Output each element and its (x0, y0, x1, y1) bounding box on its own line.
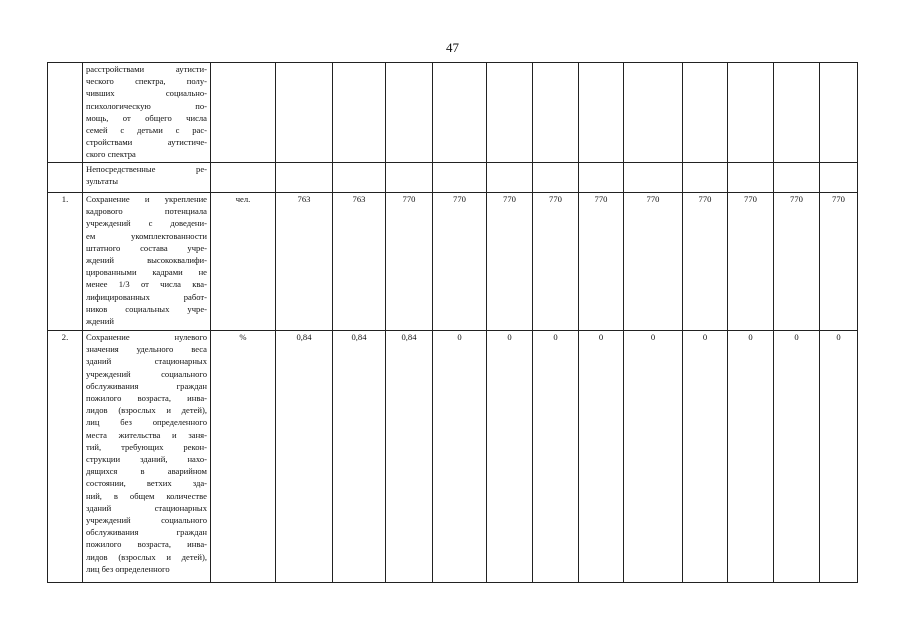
description-line: дящихся в аварийном (86, 466, 207, 477)
description-line: мощь, от общего числа (86, 112, 207, 123)
value-cell: 0,84 (333, 331, 386, 583)
value-cell: 0 (487, 331, 533, 583)
value-cell (774, 63, 820, 163)
row-number (48, 163, 83, 193)
description-line: семей с детьми с рас- (86, 125, 207, 136)
description-line: ского спектра (86, 149, 136, 160)
value-cell (276, 63, 333, 163)
description-line: учреждений социального (86, 515, 207, 526)
description-line: лидов (взрослых и детей), (86, 405, 207, 416)
value-cell: 0,84 (386, 331, 433, 583)
table-row (48, 331, 858, 583)
description-line: чивших социально- (86, 88, 207, 99)
value-cell (624, 63, 683, 163)
description-line: места жительства и заня- (86, 429, 207, 440)
value-cell (333, 63, 386, 163)
value-cell (624, 163, 683, 193)
value-cell: 770 (487, 193, 533, 331)
value-cell: 0 (624, 331, 683, 583)
row-number: 1. (48, 193, 83, 331)
description-line: стройствами аутистиче- (86, 137, 207, 148)
value-cell (386, 163, 433, 193)
page-number: 47 (446, 40, 459, 55)
description-line: зданий стационарных (86, 502, 207, 513)
value-cell (487, 163, 533, 193)
description-line: лифицированных работ- (86, 291, 207, 302)
value-cell (487, 63, 533, 163)
value-cell (683, 163, 728, 193)
description-line: учреждений социального (86, 368, 207, 379)
description-line: учреждений с доведени- (86, 218, 207, 229)
value-cell: 0 (433, 331, 487, 583)
indicator-description (83, 193, 211, 331)
value-cell (774, 163, 820, 193)
description-line: ждений (86, 316, 114, 327)
indicators-table (47, 62, 858, 583)
value-cell: 770 (683, 193, 728, 331)
value-cell: 0 (820, 331, 858, 583)
value-cell: 770 (774, 193, 820, 331)
description-line: расстройствами аутисти- (86, 64, 207, 74)
value-cell (433, 63, 487, 163)
description-line: психологическую по- (86, 100, 207, 111)
value-cell: 0 (774, 331, 820, 583)
description-line: состоянии, ветхих зда- (86, 478, 207, 489)
value-cell: 770 (533, 193, 579, 331)
value-cell (579, 163, 624, 193)
description-line: лидов (взрослых и детей), (86, 551, 207, 562)
value-cell: 763 (276, 193, 333, 331)
value-cell (820, 63, 858, 163)
value-cell: 763 (333, 193, 386, 331)
value-cell (683, 63, 728, 163)
value-cell (728, 63, 774, 163)
description-line: зультаты (86, 176, 118, 187)
indicator-description (83, 331, 211, 583)
description-line: обслуживания граждан (86, 527, 207, 538)
indicator-description (83, 163, 211, 193)
description-line: пожилого возраста, инва- (86, 393, 207, 404)
value-cell (433, 163, 487, 193)
value-cell (276, 163, 333, 193)
description-line: кадрового потенциала (86, 206, 207, 217)
value-cell: 770 (624, 193, 683, 331)
value-cell: 770 (728, 193, 774, 331)
table-row (48, 163, 858, 193)
row-number (48, 63, 83, 163)
description-line: ждений высококвалифи- (86, 255, 207, 266)
description-line: ческого спектра, полу- (86, 76, 207, 87)
description-line: лиц без определенного (86, 563, 170, 574)
description-line: Сохранение и укрепление (86, 194, 207, 204)
unit-cell: % (211, 331, 276, 583)
value-cell (386, 63, 433, 163)
description-line: штатного состава учре- (86, 242, 207, 253)
value-cell: 0 (728, 331, 774, 583)
description-line: тий, требующих рекон- (86, 441, 207, 452)
value-cell: 0 (533, 331, 579, 583)
value-cell: 0,84 (276, 331, 333, 583)
table-row (48, 63, 858, 163)
value-cell: 0 (579, 331, 624, 583)
description-line: цированными кадрами не (86, 267, 207, 278)
value-cell (533, 63, 579, 163)
description-line: менее 1/3 от числа ква- (86, 279, 207, 290)
row-number: 2. (48, 331, 83, 583)
value-cell (533, 163, 579, 193)
description-line: Сохранение нулевого (86, 332, 207, 342)
value-cell (579, 63, 624, 163)
value-cell: 770 (386, 193, 433, 331)
description-line: струкции зданий, нахо- (86, 454, 207, 465)
description-line: пожилого возраста, инва- (86, 539, 207, 550)
description-line: лиц без определенного (86, 417, 207, 428)
description-line: зданий стационарных (86, 356, 207, 367)
value-cell (333, 163, 386, 193)
description-line: значения удельного веса (86, 344, 207, 355)
description-line: Непосредственные ре- (86, 164, 207, 174)
description-line: обслуживания граждан (86, 380, 207, 391)
indicator-description (83, 63, 211, 163)
description-line: ний, в общем количестве (86, 490, 207, 501)
unit-cell (211, 63, 276, 163)
value-cell: 770 (433, 193, 487, 331)
table-row (48, 193, 858, 331)
unit-cell: чел. (211, 193, 276, 331)
unit-cell (211, 163, 276, 193)
value-cell: 770 (820, 193, 858, 331)
value-cell: 770 (579, 193, 624, 331)
value-cell (820, 163, 858, 193)
value-cell: 0 (683, 331, 728, 583)
description-line: ем укомплектованности (86, 230, 207, 241)
description-line: ников социальных учре- (86, 303, 207, 314)
value-cell (728, 163, 774, 193)
